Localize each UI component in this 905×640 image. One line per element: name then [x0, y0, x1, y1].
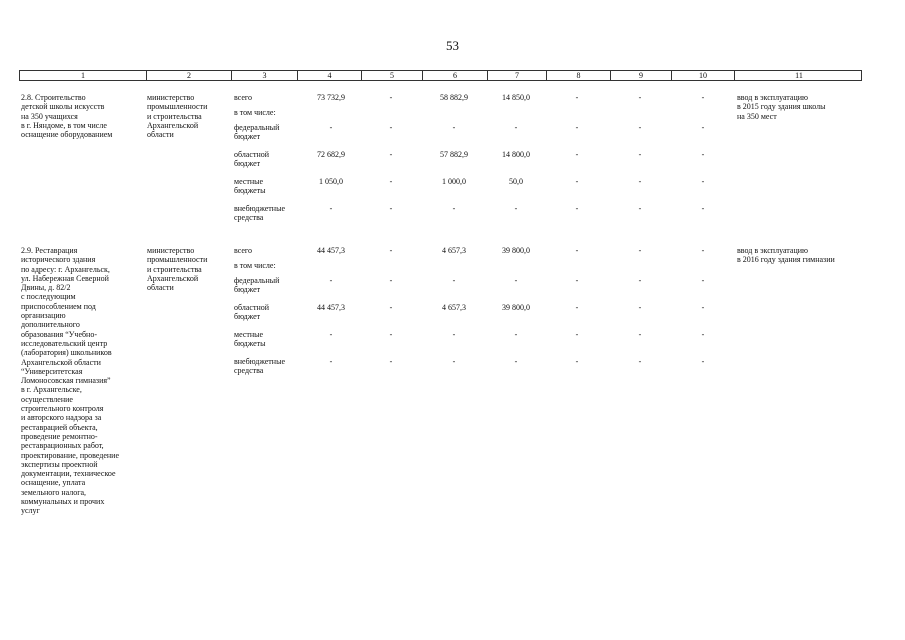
- funding-source-label: областной бюджет: [234, 303, 270, 322]
- funding-value: -: [701, 204, 705, 213]
- funding-value: -: [514, 276, 518, 285]
- funding-value: -: [389, 357, 393, 366]
- funding-source-label: в том числе:: [234, 261, 276, 270]
- funding-value: -: [514, 330, 518, 339]
- funding-value: 39 800,0: [502, 246, 530, 255]
- funding-value: -: [638, 330, 642, 339]
- funding-value: -: [389, 204, 393, 213]
- funding-value: -: [701, 246, 705, 255]
- page-number: 53: [446, 38, 459, 53]
- funding-value: -: [638, 276, 642, 285]
- funding-value: -: [389, 93, 393, 102]
- funding-source-label: в том числе:: [234, 108, 276, 117]
- funding-value: -: [452, 357, 456, 366]
- funding-value: 44 457,3: [317, 246, 345, 255]
- funding-source-label: областной бюджет: [234, 150, 270, 169]
- row-executor: министерство промышленности и строительства Архангельской области: [147, 246, 208, 293]
- funding-value: 57 882,9: [440, 150, 468, 159]
- funding-value: -: [575, 204, 579, 213]
- funding-value: -: [514, 357, 518, 366]
- funding-value: -: [575, 177, 579, 186]
- header-cell: 6: [422, 71, 487, 80]
- header-cell: 11: [734, 71, 863, 80]
- header-cell: 9: [610, 71, 671, 80]
- funding-value: 73 732,9: [317, 93, 345, 102]
- funding-value: -: [389, 246, 393, 255]
- funding-source-label: внебюджетные средства: [234, 357, 285, 376]
- funding-value: 39 800,0: [502, 303, 530, 312]
- funding-value: -: [329, 123, 333, 132]
- funding-value: -: [638, 123, 642, 132]
- funding-value: 72 682,9: [317, 150, 345, 159]
- funding-value: -: [701, 150, 705, 159]
- funding-value: -: [638, 204, 642, 213]
- funding-value: -: [638, 246, 642, 255]
- funding-value: -: [701, 357, 705, 366]
- header-cell: 5: [361, 71, 422, 80]
- funding-value: -: [575, 330, 579, 339]
- funding-source-label: федеральный бюджет: [234, 123, 280, 142]
- funding-source-label: всего: [234, 246, 253, 255]
- funding-value: -: [452, 204, 456, 213]
- row-executor: министерство промышленности и строительства Архангельской области: [147, 93, 208, 140]
- funding-value: -: [701, 330, 705, 339]
- header-cell: 3: [231, 71, 297, 80]
- row-name: 2.8. Строительство детской школы искусств на 350 учащихся в г. Няндоме, в том числе оснащение оборудованием: [21, 93, 113, 140]
- funding-value: -: [452, 123, 456, 132]
- funding-value: -: [638, 303, 642, 312]
- funding-value: -: [329, 204, 333, 213]
- header-cell: 8: [546, 71, 610, 80]
- funding-value: -: [575, 150, 579, 159]
- header-cell: 10: [671, 71, 734, 80]
- funding-value: -: [389, 303, 393, 312]
- funding-value: -: [329, 357, 333, 366]
- funding-source-label: всего: [234, 93, 253, 102]
- funding-value: -: [701, 123, 705, 132]
- funding-value: 1 050,0: [319, 177, 343, 186]
- funding-value: -: [701, 93, 705, 102]
- row-result: ввод в эксплуатацию в 2015 году здания школы на 350 мест: [737, 93, 826, 121]
- funding-value: -: [452, 330, 456, 339]
- funding-value: -: [575, 246, 579, 255]
- funding-value: 58 882,9: [440, 93, 468, 102]
- funding-value: -: [575, 303, 579, 312]
- funding-value: 14 800,0: [502, 150, 530, 159]
- funding-value: -: [638, 150, 642, 159]
- header-cell: 4: [297, 71, 361, 80]
- funding-value: -: [514, 123, 518, 132]
- funding-value: -: [638, 357, 642, 366]
- funding-value: -: [389, 150, 393, 159]
- funding-value: -: [389, 276, 393, 285]
- funding-value: -: [514, 204, 518, 213]
- funding-source-label: местные бюджеты: [234, 177, 266, 196]
- funding-value: -: [389, 330, 393, 339]
- funding-value: -: [389, 177, 393, 186]
- funding-source-label: федеральный бюджет: [234, 276, 280, 295]
- funding-value: -: [638, 93, 642, 102]
- funding-source-label: внебюджетные средства: [234, 204, 285, 223]
- funding-value: 44 457,3: [317, 303, 345, 312]
- funding-value: 4 657,3: [442, 246, 466, 255]
- funding-value: 1 000,0: [442, 177, 466, 186]
- funding-value: -: [575, 276, 579, 285]
- row-result: ввод в эксплуатацию в 2016 году здания гимназии: [737, 246, 835, 265]
- header-cell: 1: [81, 71, 85, 80]
- row-name: 2.9. Реставрация исторического здания по адресу: г. Архангельск, ул. Набережная Северной Двины, д. 82/2 с последующим приспособлением под организацию дополнительного образования “Учебно- исследовательский центр (лаборатория) школьников Архангельской области “Университетская Ломоносовская гимназия” в г. Архангельске, осуществление строительного контроля и авторского надзора за реставрацией объекта, проведение ремонтно- реставрационных работ, проектирование, проведение экспертизы проектной документации, техническое оснащение, уплата земельного налога, коммунальных и прочих услуг: [21, 246, 120, 516]
- funding-value: -: [701, 303, 705, 312]
- funding-value: -: [575, 93, 579, 102]
- funding-source-label: местные бюджеты: [234, 330, 266, 349]
- funding-value: 4 657,3: [442, 303, 466, 312]
- funding-value: -: [701, 276, 705, 285]
- funding-value: -: [638, 177, 642, 186]
- header-cell: 2: [146, 71, 231, 80]
- funding-value: -: [389, 123, 393, 132]
- table-header-row: [19, 70, 862, 81]
- header-cell: 7: [487, 71, 546, 80]
- funding-value: -: [701, 177, 705, 186]
- funding-value: -: [575, 123, 579, 132]
- funding-value: -: [329, 330, 333, 339]
- funding-value: -: [329, 276, 333, 285]
- funding-value: 50,0: [509, 177, 523, 186]
- funding-value: 14 850,0: [502, 93, 530, 102]
- funding-value: -: [452, 276, 456, 285]
- funding-value: -: [575, 357, 579, 366]
